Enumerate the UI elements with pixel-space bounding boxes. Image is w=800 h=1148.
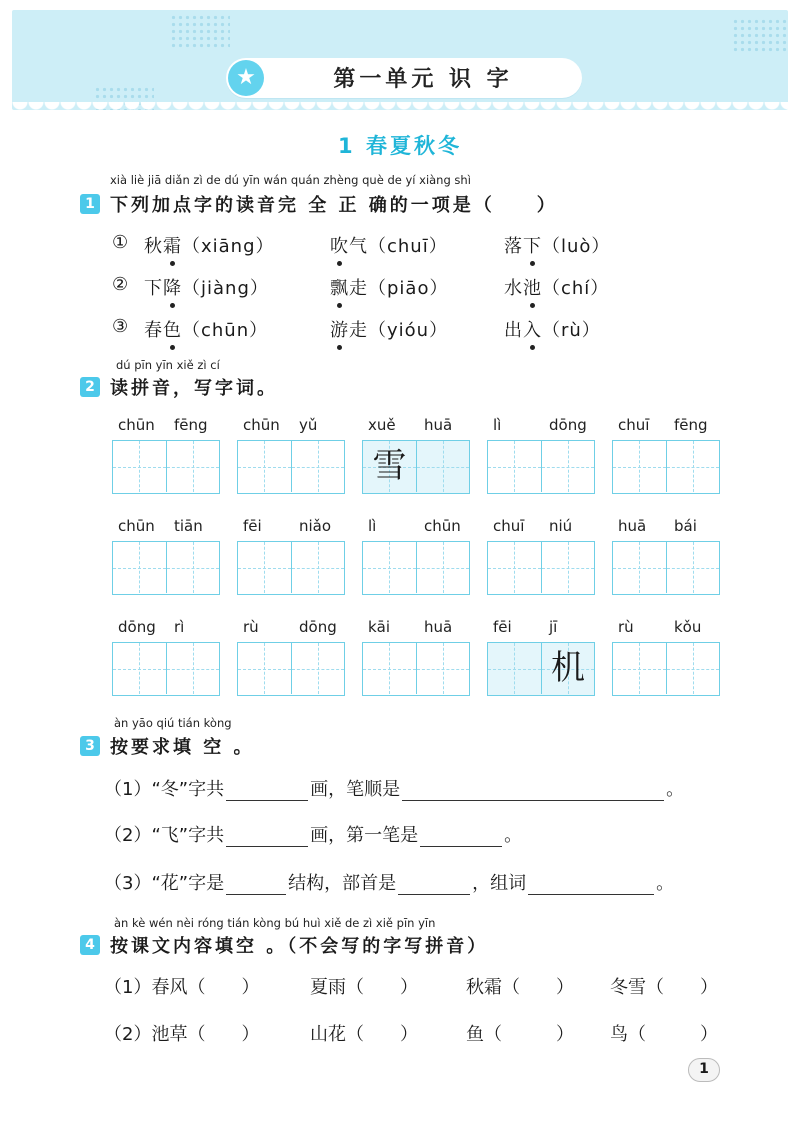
dotted-character: 下 [523, 236, 542, 257]
tian-grid-cell[interactable] [363, 441, 416, 492]
pinyin-label: lì [493, 416, 502, 434]
option-text: 水 [504, 278, 523, 299]
dotted-character: 入 [523, 320, 542, 341]
tian-grid-pair [362, 440, 470, 494]
q1-pinyin: xià liè jiā diǎn zì de dú yīn wán quán zhèng què de yí xiàng shì [110, 173, 471, 187]
written-character [488, 441, 541, 492]
tian-grid-cell[interactable] [238, 441, 291, 492]
pinyin-label: xuě [368, 416, 396, 434]
option-pinyin: （chūn） [182, 320, 269, 341]
option-pinyin: （xiāng） [182, 236, 275, 257]
pinyin-label: rù [243, 618, 259, 636]
tian-grid-cell[interactable] [291, 643, 344, 694]
pinyin-label: chūn [118, 517, 155, 535]
tian-grid-cell[interactable] [488, 542, 541, 593]
pinyin-label: chuī [618, 416, 650, 434]
decor-dots [732, 18, 788, 54]
pinyin-label: chūn [424, 517, 461, 535]
tian-grid-cell[interactable] [113, 441, 166, 492]
written-character [488, 542, 541, 593]
tian-grid-cell[interactable] [613, 643, 666, 694]
written-character [613, 441, 666, 492]
decor-wave [12, 102, 788, 110]
q3-item-text: 。 [656, 873, 675, 894]
written-character [417, 542, 469, 593]
q3-item-text: 结构，部首是 [288, 873, 397, 894]
written-character [113, 643, 166, 694]
q1-option[interactable] [330, 316, 448, 342]
pinyin-label: fēi [493, 618, 512, 636]
tian-grid-cell[interactable] [666, 441, 719, 492]
written-character [113, 542, 166, 593]
answer-blank[interactable] [226, 875, 286, 895]
q4-cell[interactable]: 山花（ ） [310, 1024, 418, 1045]
tian-grid-pair [237, 642, 345, 696]
written-character [613, 643, 666, 694]
q1-number: 1 [80, 194, 100, 214]
written-character [488, 643, 541, 694]
q4-pinyin: àn kè wén nèi róng tián kòng bú huì xiě de zì xiě pīn yīn [114, 916, 436, 930]
q1-option[interactable] [504, 274, 609, 300]
q3-text: 按要求填 空 。 [110, 737, 255, 758]
pinyin-label: dōng [118, 618, 156, 636]
q3-item-text: （1）“冬”字共 [104, 779, 225, 800]
written-character [667, 441, 719, 492]
q3-item-text: 。 [666, 779, 685, 800]
written-character [417, 441, 469, 492]
q1-option[interactable] [330, 232, 448, 258]
option-text: 秋 [144, 236, 163, 257]
option-text: 出 [504, 320, 523, 341]
q4-number: 4 [80, 935, 100, 955]
q4-cell[interactable]: （1）春风（ ） [104, 977, 260, 998]
tian-grid-cell[interactable] [488, 441, 541, 492]
written-character [167, 441, 219, 492]
q1-option[interactable] [144, 316, 268, 342]
q1-option[interactable] [330, 274, 448, 300]
tian-grid-pair [612, 440, 720, 494]
tian-grid-cell[interactable] [113, 643, 166, 694]
dotted-character: 吹 [330, 236, 349, 257]
q2-pinyin: dú pīn yīn xiě zì cí [116, 358, 220, 372]
option-number: ③ [112, 316, 130, 337]
q3-item-text: （2）“飞”字共 [104, 825, 225, 846]
tian-grid-cell[interactable] [238, 542, 291, 593]
tian-grid-pair [112, 642, 220, 696]
option-number: ② [112, 274, 130, 295]
decor-dots [170, 14, 230, 50]
written-character [292, 643, 344, 694]
tian-grid-cell[interactable] [613, 441, 666, 492]
option-number: ① [112, 232, 130, 253]
answer-blank[interactable] [226, 781, 308, 801]
tian-grid-pair [362, 541, 470, 595]
q4-cell[interactable]: 冬雪（ ） [610, 977, 718, 998]
written-character [363, 542, 416, 593]
answer-blank[interactable] [528, 875, 654, 895]
option-pinyin: （chí） [542, 278, 610, 299]
pinyin-label: fēng [174, 416, 208, 434]
tian-grid-cell[interactable] [666, 542, 719, 593]
q4-cell[interactable]: （2）池草（ ） [104, 1024, 260, 1045]
pinyin-label: chūn [118, 416, 155, 434]
dotted-character: 霜 [163, 236, 182, 257]
star-icon: ★ [228, 60, 264, 96]
pinyin-label: fēng [674, 416, 708, 434]
pinyin-label: huā [424, 416, 453, 434]
q1-option[interactable] [504, 232, 610, 258]
pinyin-label: jī [549, 618, 558, 636]
q3-item-1 [104, 775, 684, 801]
q3-item-text: 画，第一笔是 [310, 825, 419, 846]
written-character [542, 441, 594, 492]
q4-cell[interactable]: 鸟（ ） [610, 1024, 718, 1045]
option-text: 春 [144, 320, 163, 341]
tian-grid-cell[interactable] [166, 542, 219, 593]
pinyin-label: chuī [493, 517, 525, 535]
pinyin-label: huā [424, 618, 453, 636]
tian-grid-cell[interactable] [541, 542, 594, 593]
tian-grid-pair [612, 642, 720, 696]
pinyin-label: chūn [243, 416, 280, 434]
tian-grid-pair [487, 440, 595, 494]
tian-grid-pair [362, 642, 470, 696]
written-character [167, 542, 219, 593]
q3-item-text: 画，笔顺是 [310, 779, 401, 800]
q3-item-text: 。 [504, 825, 523, 846]
tian-grid-pair [487, 642, 595, 696]
tian-grid-cell[interactable] [416, 542, 469, 593]
pinyin-label: kǒu [674, 618, 702, 636]
answer-blank[interactable] [402, 781, 664, 801]
written-character [667, 643, 719, 694]
pinyin-label: rù [618, 618, 634, 636]
written-character: 机 [550, 648, 585, 688]
written-character [667, 542, 719, 593]
q1-option[interactable] [144, 274, 269, 300]
tian-grid-cell[interactable] [613, 542, 666, 593]
written-character [363, 643, 416, 694]
q3-pinyin: àn yāo qiú tián kòng [114, 716, 232, 730]
q1-text: 下列加点字的读音完 全 正 确的一项是（ ） [110, 195, 558, 216]
q2-number: 2 [80, 377, 100, 397]
q4-cell[interactable]: 秋霜（ ） [466, 977, 574, 998]
pinyin-label: tiān [174, 517, 203, 535]
written-character [113, 441, 166, 492]
pinyin-label: bái [674, 517, 697, 535]
dotted-character: 飘 [330, 278, 349, 299]
tian-grid-pair [237, 440, 345, 494]
page-number: 1 [688, 1058, 720, 1082]
pinyin-label: niú [549, 517, 573, 535]
tian-grid-cell[interactable] [291, 542, 344, 593]
pinyin-label: kāi [368, 618, 391, 636]
written-character [613, 542, 666, 593]
q3-item-text: ，组词 [472, 873, 527, 894]
tian-grid-cell[interactable] [113, 542, 166, 593]
written-character [292, 441, 344, 492]
written-character [238, 643, 291, 694]
tian-grid-cell[interactable] [541, 441, 594, 492]
pinyin-label: dōng [299, 618, 337, 636]
tian-grid-pair [487, 541, 595, 595]
tian-grid-pair [612, 541, 720, 595]
dotted-character: 游 [330, 320, 349, 341]
pinyin-label: fēi [243, 517, 262, 535]
tian-grid-cell[interactable] [666, 643, 719, 694]
tian-grid-cell[interactable] [291, 441, 344, 492]
lesson-title: 1 春夏秋冬 [338, 134, 462, 158]
pinyin-label: huā [618, 517, 647, 535]
dotted-character: 色 [163, 320, 182, 341]
option-pinyin: 走（piāo） [349, 278, 449, 299]
tian-grid-cell[interactable] [166, 441, 219, 492]
q3-item-3 [104, 869, 674, 895]
written-character [417, 643, 469, 694]
q4-text: 按课文内容填空 。（不会写的字写拼音） [110, 936, 489, 957]
pinyin-label: yǔ [299, 416, 318, 434]
tian-grid-pair [112, 541, 220, 595]
option-pinyin: （jiàng） [182, 278, 269, 299]
q3-item-text: （3）“花”字是 [104, 873, 225, 894]
pinyin-label: niǎo [299, 517, 332, 535]
dotted-character: 池 [523, 278, 542, 299]
tian-grid-cell[interactable] [541, 643, 594, 694]
q1-option[interactable] [144, 232, 275, 258]
written-character [238, 441, 291, 492]
q3-number: 3 [80, 736, 100, 756]
pinyin-label: dōng [549, 416, 587, 434]
q3-item-2 [104, 821, 522, 847]
answer-blank[interactable] [398, 875, 470, 895]
tian-grid-cell[interactable] [238, 643, 291, 694]
written-character [542, 542, 594, 593]
written-character [292, 542, 344, 593]
option-pinyin: 走（yióu） [349, 320, 449, 341]
option-pinyin: （luò） [542, 236, 611, 257]
answer-blank[interactable] [226, 827, 308, 847]
tian-grid-pair [237, 541, 345, 595]
tian-grid-cell[interactable] [488, 643, 541, 694]
tian-grid-cell[interactable] [416, 643, 469, 694]
dotted-character: 降 [163, 278, 182, 299]
q2-text: 读拼音，写字词。 [110, 378, 278, 399]
tian-grid-cell[interactable] [416, 441, 469, 492]
option-text: 落 [504, 236, 523, 257]
q1-option[interactable] [504, 316, 601, 342]
q4-cell[interactable]: 鱼（ ） [466, 1024, 574, 1045]
option-pinyin: 气（chuī） [349, 236, 448, 257]
written-character [167, 643, 219, 694]
unit-title: 第一单元 识 字 [333, 67, 513, 92]
pinyin-label: lì [368, 517, 377, 535]
pinyin-label: rì [174, 618, 185, 636]
tian-grid-cell[interactable] [363, 542, 416, 593]
tian-grid-cell[interactable] [363, 643, 416, 694]
answer-blank[interactable] [420, 827, 502, 847]
tian-grid-cell[interactable] [166, 643, 219, 694]
written-character [238, 542, 291, 593]
q4-cell[interactable]: 夏雨（ ） [310, 977, 418, 998]
option-pinyin: （rù） [542, 320, 601, 341]
written-character: 雪 [372, 446, 407, 486]
option-text: 下 [144, 278, 163, 299]
tian-grid-pair [112, 440, 220, 494]
